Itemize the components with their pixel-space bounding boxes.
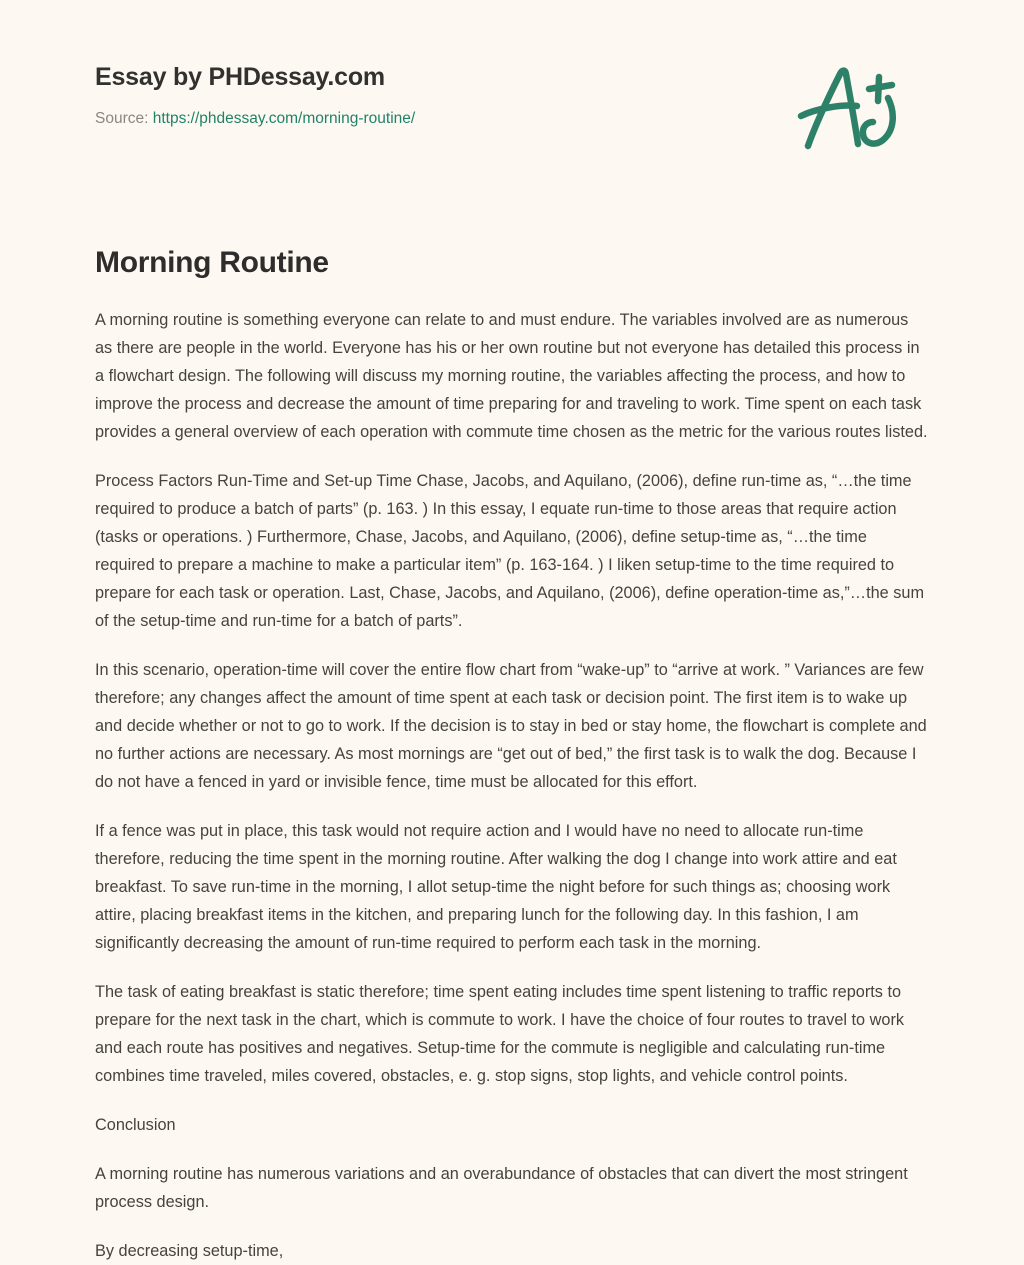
conclusion-heading: Conclusion	[95, 1115, 176, 1134]
paragraph: By decreasing setup-time,	[95, 1241, 284, 1260]
paragraph: Process Factors Run-Time and Set-up Time Chase, Jacobs, and Aquilano, (2006), define run-time as, “…the time required to produce a batch of parts” (p. 163. ) In this essay, I equate run-time to those areas that require action (tasks or operations. ) Furthermore, Chase, Jacobs, and Aquilano, (2006), define setup-time as, “…the time required to prepare a machine to make a particular item” (p. 163-164. ) I liken setup-time to the time required to prepare for each task or operation. Last, Chase, Jacobs, and Aquilano, (2006), define operation-time as,”…the sum of the setup-time and run-time for a batch of parts”.	[95, 471, 925, 630]
a-plus-logo-icon	[795, 58, 905, 158]
source-label: Source:	[95, 110, 149, 127]
header-text-block	[95, 62, 415, 129]
source-line	[95, 109, 415, 129]
paragraph: A morning routine is something everyone can relate to and must endure. The variables involved are as numerous as there are people in the world. Everyone has his or her own routine but not everyone has detailed this process in a flowchart design. The following will discuss my morning routine, the variables affecting the process, and how to improve the process and decrease the amount of time preparing for and traveling to work. Time spent on each task provides a general overview of each operation with commute time chosen as the metric for the various routes listed.	[95, 310, 928, 441]
paragraph: In this scenario, operation-time will cover the entire flow chart from “wake-up” to “arrive at work. ” Variances are few therefore; any changes affect the amount of time spent at each task or decision point. The first item is to wake up and decide whether or not to go to work. If the decision is to stay in bed or stay home, the flowchart is complete and no further actions are necessary. As most mornings are “get out of bed,” the first task is to walk the dog. Because I do not have a fenced in yard or invisible fence, time must be allocated for this effort.	[95, 660, 927, 791]
paragraph: The task of eating breakfast is static therefore; time spent eating includes time spent listening to traffic reports to prepare for the next task in the chart, which is commute to work. I have the choice of four routes to travel to work and each route has positives and negatives. Setup-time for the commute is negligible and calculating run-time combines time traveled, miles covered, obstacles, e. g. stop signs, stop lights, and vehicle control points.	[95, 982, 905, 1085]
paragraph: A morning routine has numerous variations and an overabundance of obstacles that can divert the most stringent process design.	[95, 1164, 908, 1211]
page-header	[95, 0, 929, 180]
paragraph: If a fence was put in place, this task would not require action and I would have no need to allocate run-time therefore, reducing the time spent in the morning routine. After walking the dog I change into work attire and eat breakfast. To save run-time in the morning, I allot setup-time the night before for such things as; choosing work attire, placing breakfast items in the kitchen, and preparing lunch for the following day. In this fashion, I am significantly decreasing the amount of run-time required to perform each task in the morning.	[95, 821, 897, 952]
brand-title: Essay by PHDessay.com	[95, 63, 385, 91]
essay-body	[95, 282, 929, 1265]
page-title: Morning Routine	[95, 246, 329, 279]
source-url-link[interactable]: https://phdessay.com/morning-routine/	[152, 110, 416, 127]
